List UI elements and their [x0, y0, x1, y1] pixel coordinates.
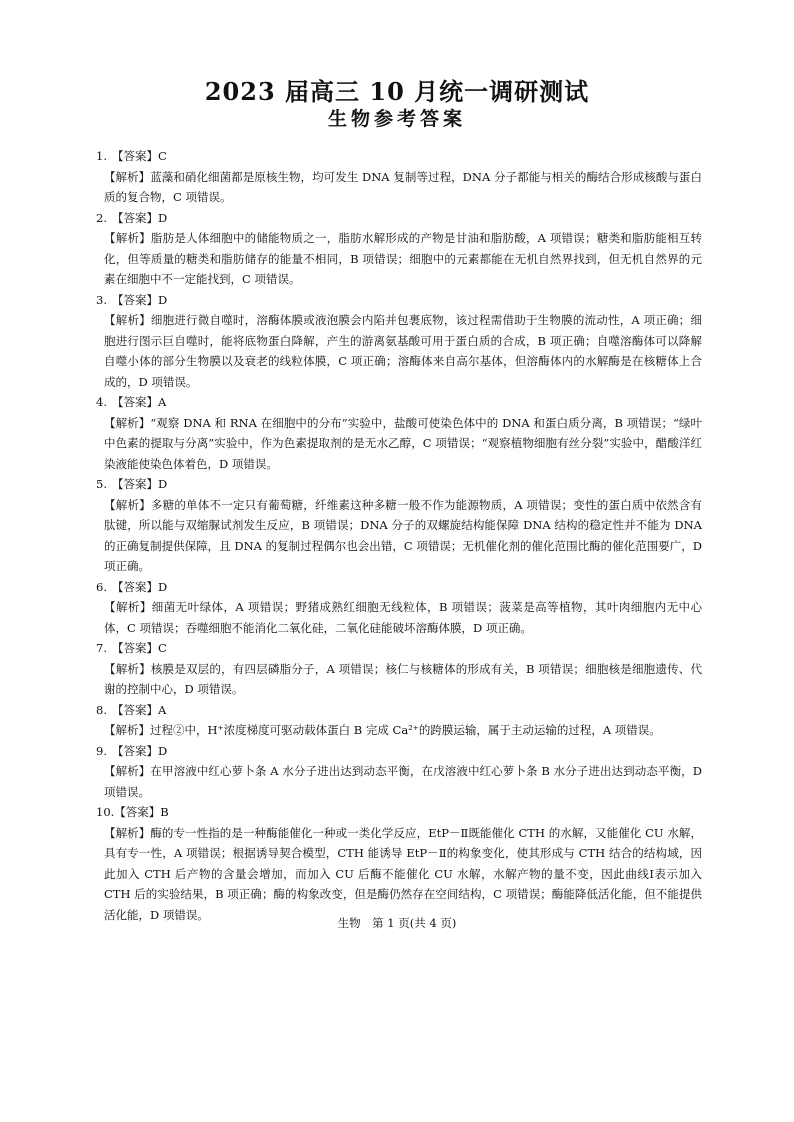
explanation-text: 【解析】多糖的单体不一定只有葡萄糖，纤维素这种多糖一般不作为能源物质，A 项错误；变性的蛋白质中依然含有肽键，所以能与双缩脲试剂发生反应，B 项错误；DNA 分子的双螺旋结构能保障 DNA 结构的稳定性并不能为 DNA 的正确复制提供保障，且 DNA 的复制过程偶尔也会出错，C 项错误；无机催化剂的催化范围比酶的催化范围要广，D 项正确。: [104, 497, 702, 573]
question-number: 5.: [96, 477, 107, 491]
question-number: 2.: [96, 210, 107, 225]
explanation-text: 【解析】蓝藻和硝化细菌都是原核生物，均可发生 DNA 复制等过程，DNA 分子都能与相关的酶结合形成核酸与蛋白质的复合物，C 项错误。: [104, 169, 702, 204]
question-item-8: [96, 700, 702, 741]
answer-text: 【答案】C: [112, 149, 167, 163]
explanation-text: 【解析】细胞进行微自噬时，溶酶体膜或液泡膜会内陷并包裹底物，该过程需借助于生物膜的流动性，A 项正确；细胞进行图示巨自噬时，能将底物蛋白降解，产生的游离氨基酸可用于蛋白质的合成，B 项正确；自噬溶酶体可以降解自噬小体的部分生物膜以及衰老的线粒体膜，C 项正确；溶酶体来自高尔基体，但溶酶体内的水解酶是在核糖体上合成的，D 项错误。: [104, 313, 702, 389]
explanation-text: 【解析】脂肪是人体细胞中的储能物质之一，脂肪水解形成的产物是甘油和脂肪酸，A 项错误；糖类和脂肪能相互转化，但等质量的糖类和脂肪储存的能量不相同，B 项错误；细胞中的元素都能在无机自然界找到，但无机自然界的元素在细胞中不一定能找到，C 项错误。: [104, 231, 702, 286]
question-number: 6.: [96, 579, 107, 594]
answer-line: [96, 577, 702, 598]
answer-line: [96, 208, 702, 229]
question-number: 8.: [96, 702, 107, 717]
question-number: 4.: [96, 395, 107, 409]
answer-text: 【答案】D: [112, 210, 168, 225]
answer-text: 【答案】A: [112, 702, 167, 717]
answer-text: 【答案】D: [112, 292, 168, 307]
answer-text: 【答案】A: [112, 395, 167, 409]
page-subtitle: 生物参考答案: [327, 108, 466, 130]
answer-text: 【答案】D: [112, 579, 168, 594]
explanation-text: 【解析】“观察 DNA 和 RNA 在细胞中的分布”实验中，盐酸可使染色体中的 DNA 和蛋白质分离，B 项错误；“绿叶中色素的提取与分离”实验中，作为色素提取剂的是无水乙醇，C 项错误；“观察植物细胞有丝分裂”实验中，醋酸洋红染液能使染色体着色，D 项错误。: [104, 415, 702, 471]
question-item-2: [96, 208, 702, 290]
answer-line: [96, 638, 702, 659]
question-item-9: [96, 741, 702, 803]
question-number: 3.: [96, 292, 107, 307]
question-item-6: [96, 577, 702, 639]
answer-line: [96, 802, 702, 823]
explanation-text: 【解析】细菌无叶绿体，A 项错误；野猪成熟红细胞无线粒体，B 项错误；菠菜是高等植物，其叶肉细胞内无中心体，C 项错误；吞噬细胞不能消化二氧化硅，二氧化硅能破坏溶酶体膜，D 项正确。: [104, 600, 702, 635]
explanation-text: 【解析】核膜是双层的，有四层磷脂分子，A 项错误；核仁与核糖体的形成有关，B 项错误；细胞核是细胞遗传、代谢的控制中心，D 项错误。: [104, 661, 702, 696]
page-title: 2023 届高三 10 月统一调研测试: [204, 77, 590, 106]
answer-line: [96, 700, 702, 721]
question-number: 10.: [96, 805, 115, 819]
question-item-1: [96, 146, 702, 208]
answer-line: [96, 290, 702, 311]
explanation-text: 【解析】在甲溶液中红心萝卜条 A 水分子进出达到动态平衡，在戊溶液中红心萝卜条 B 水分子进出达到动态平衡，D 项错误。: [104, 764, 702, 799]
answer-text: 【答案】B: [114, 805, 169, 819]
question-item-4: [96, 392, 702, 474]
question-number: 1.: [96, 149, 107, 163]
explanation-text: 【解析】过程②中，H⁺浓度梯度可驱动载体蛋白 B 完成 Ca²⁺的跨膜运输，属于主动运输的过程，A 项错误。: [104, 723, 661, 737]
answer-line: [96, 146, 702, 167]
answer-line: [96, 474, 702, 495]
answer-list: [96, 146, 702, 925]
question-item-10: [96, 802, 702, 925]
page-footer: 生物 第 1 页(共 4 页): [337, 916, 457, 930]
answer-line: [96, 392, 702, 413]
question-item-3: [96, 290, 702, 393]
question-item-7: [96, 638, 702, 700]
explanation-text: 【解析】酶的专一性指的是一种酶能催化一种或一类化学反应，EtP－Ⅱ既能催化 CTH 的水解，又能催化 CU 水解，具有专一性，A 项错误；根据诱导契合模型，CTH 能诱导 EtP－Ⅱ的构象变化，使其形成与 CTH 结合的结构域，因此加入 CTH 后产物的含量会增加，而加入 CU 后酶不能催化 CU 水解，水解产物的量不变，因此曲线Ⅰ表示加入 CTH 后的实验结果，B 项正确；酶的构象改变，但是酶仍然存在空间结构，C 项错误；酶能降低活化能，但不能提供活化能，D 项错误。: [104, 825, 702, 922]
answer-text: 【答案】D: [112, 743, 168, 758]
question-number: 9.: [96, 743, 107, 758]
answer-text: 【答案】D: [112, 477, 168, 491]
question-item-5: [96, 474, 702, 577]
question-number: 7.: [96, 641, 107, 655]
answer-line: [96, 741, 702, 762]
answer-text: 【答案】C: [112, 641, 167, 655]
